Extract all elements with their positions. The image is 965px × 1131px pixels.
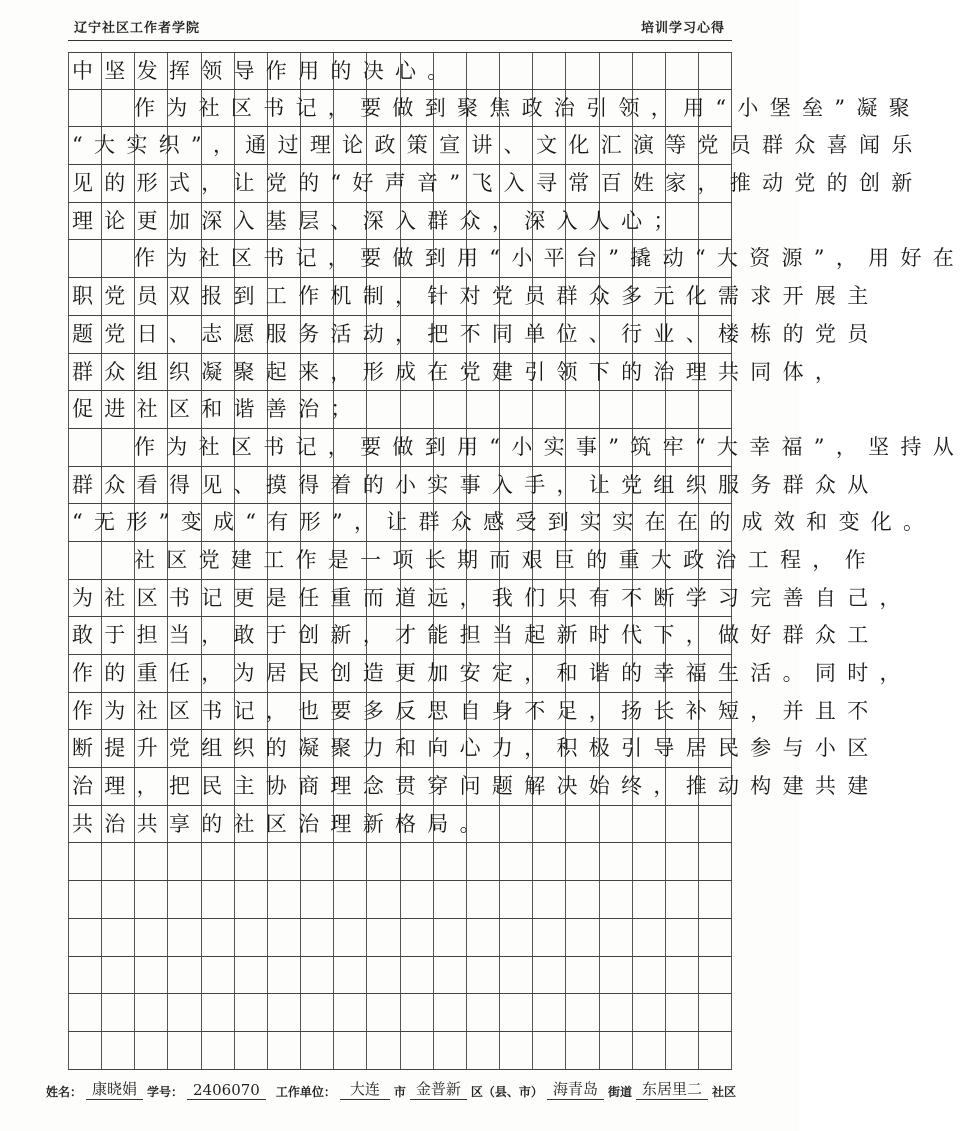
handwritten-line: 作为社区书记，要做到用“小实事”筑牢“大幸福”，坚持从 [134,434,965,459]
grid-row [68,240,965,278]
grid-row [68,994,732,1032]
grid-row [68,843,732,881]
document-type-header: 培训学习心得 [640,21,725,36]
header-divider [68,40,732,41]
work-unit-label: 工作单位： [275,1085,336,1099]
grid-row [68,806,732,844]
grid-row [68,278,880,316]
handwritten-line: 社区党建工作是一项长期而艰巨的重大政治工程，作 [134,547,877,572]
grid-row [68,919,732,957]
community-value: 东居里二 [636,1078,708,1100]
manuscript-grid [68,52,965,1070]
grid-row [68,52,732,90]
grid-row [68,504,936,542]
student-id-value: 2406070 [187,1081,266,1100]
handwritten-line: “无形”变成“有形”，让群众感受到实实在在的成效和变化。 [72,510,936,535]
district-value: 金普新 [410,1078,467,1100]
city-value: 大连 [340,1078,390,1100]
street-suffix: 街道 [607,1085,632,1099]
grid-row [68,165,924,203]
grid-row [68,580,912,618]
city-suffix: 市 [393,1085,406,1099]
grid-row [68,617,880,655]
handwritten-line: 作为社区书记，也要多反思自身不足，扬长补短，并且不 [72,698,880,723]
district-suffix: 区（县、市） [470,1085,543,1099]
grid-row [68,90,921,128]
grid-row [68,429,965,467]
handwritten-line: 促进社区和谐善治； [72,397,363,422]
handwritten-line: 作的重任，为居民创造更加安定，和谐的幸福生活。同时， [72,661,912,685]
grid-row [68,391,732,429]
handwritten-line: 敢于担当，敢于创新，才能担当起新时代下，做好群众工 [72,623,880,648]
handwritten-line: 群众看得见、摸得着的小实事入手，让党组织服务群众从 [72,472,880,497]
handwritten-line: “大实织”，通过理论政策宣讲、文化汇演等党员群众喜闻乐 [72,133,924,158]
grid-row [68,881,732,919]
handwritten-line: 治理，把民主协商理念贯穿问题解决始终，推动构建共建 [72,774,880,799]
handwritten-line: 理论更加深入基层、深入群众，深入人心； [72,208,686,233]
grid-row [68,542,877,580]
handwritten-line: 为社区书记更是任重而道远，我们只有不断学习完善自己， [72,585,912,610]
grid-row [68,1032,732,1070]
street-value: 海青岛 [547,1078,604,1100]
grid-row [68,768,880,806]
grid-row [68,957,732,995]
community-suffix: 社区 [711,1085,736,1099]
handwritten-line: 见的形式，让党的“好声音”飞入寻常百姓家，推动党的创新 [72,171,924,196]
handwritten-line: 作为社区书记，要做到用“小平台”撬动“大资源”，用好在 [134,246,965,271]
handwritten-line: 职党员双报到工作机制，针对党员群众多元化需求开展主 [72,284,880,309]
student-id-label: 学号： [147,1085,184,1099]
name-label: 姓名： [46,1085,83,1099]
handwritten-line: 群众组织凝聚起来，形成在党建引领下的治理共同体， [72,359,848,384]
handwritten-line: 共治共享的社区治理新格局。 [72,811,492,836]
handwritten-line: 题党日、志愿服务活动，把不同单位、行业、楼栋的党员 [72,321,880,346]
handwritten-line: 作为社区书记，要做到聚焦政治引领，用“小堡垒”凝聚 [134,95,921,120]
grid-row [68,655,912,693]
grid-row [68,354,848,392]
grid-row [68,693,880,731]
institution-header: 辽宁社区工作者学院 [74,21,201,36]
name-value: 康晓娟 [86,1078,143,1100]
handwritten-line: 中坚发挥领导作用的决心。 [72,59,460,83]
grid-row [68,127,924,165]
grid-row [68,316,880,354]
grid-row [68,730,880,768]
grid-row [68,203,732,241]
handwritten-line: 断提升党组织的凝聚力和向心力，积极引导居民参与小区 [72,736,880,761]
student-info-footer [46,1078,746,1100]
grid-row [68,467,880,505]
